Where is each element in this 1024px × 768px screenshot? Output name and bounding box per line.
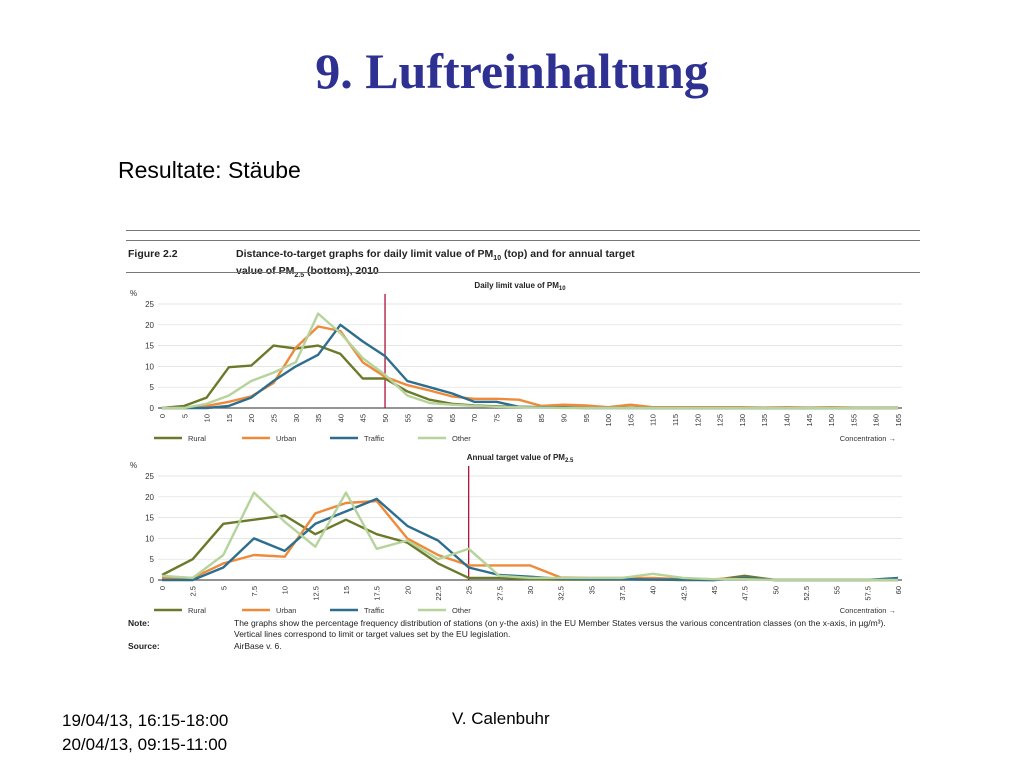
- c0-legend-label-traffic: Traffic: [364, 434, 385, 443]
- c0-x-tick-label-19: 95: [581, 414, 591, 423]
- c1-x-tick-label-1: 2.5: [188, 586, 198, 597]
- c0-legend-label-other: Other: [452, 434, 471, 443]
- c0-x-tick-label-27: 135: [760, 414, 770, 427]
- caption-part-2: (top) and for annual target: [501, 248, 635, 260]
- figure-notes: [128, 618, 908, 653]
- c1-x-tick-label-24: 60: [894, 586, 903, 595]
- c0-y-tick-label-0: 0: [149, 404, 154, 413]
- c0-x-tick-label-9: 45: [358, 414, 368, 423]
- c0-x-tick-label-2: 10: [202, 414, 212, 423]
- c1-legend-label-other: Other: [452, 606, 471, 615]
- c0-x-tick-label-22: 110: [648, 414, 658, 426]
- c0-x-tick-label-28: 140: [782, 414, 792, 427]
- c0-x-tick-label-23: 115: [670, 414, 680, 426]
- c0-y-tick-label-4: 20: [145, 320, 154, 330]
- c1-x-tick-label-9: 22.5: [434, 586, 443, 601]
- c0-x-tick-label-21: 105: [626, 414, 636, 427]
- c1-x-tick-label-19: 47.5: [740, 586, 750, 601]
- c1-legend-label-urban: Urban: [276, 606, 297, 615]
- c1-x-tick-label-0: 0: [158, 586, 167, 591]
- c1-y-tick-label-3: 15: [145, 513, 154, 523]
- c1-x-tick-label-3: 7.5: [250, 586, 259, 597]
- c1-legend-label-rural: Rural: [188, 606, 206, 615]
- c0-chart-title: Daily limit value of $PM_{10}$: [474, 281, 566, 292]
- c1-x-tick-label-6: 15: [342, 586, 351, 595]
- c1-x-tick-label-15: 37.5: [618, 586, 627, 601]
- note-text: [234, 618, 908, 640]
- c0-x-tick-label-5: 25: [269, 414, 279, 423]
- caption-part-4: (bottom), 2010: [304, 265, 379, 278]
- figure-top-rule: [126, 230, 920, 231]
- c1-x-tick-label-8: 20: [403, 586, 413, 595]
- c1-x-axis-label: Concentration →: [839, 606, 896, 615]
- c1-chart-title-sub: 2.5: [564, 458, 574, 464]
- figure-caption-rule: [126, 272, 920, 273]
- c1-x-tick-label-7: 17.5: [372, 586, 382, 601]
- footer-author: V. Calenbuhr: [452, 709, 550, 728]
- c1-x-tick-label-18: 45: [710, 586, 719, 595]
- c1-x-tick-label-21: 52.5: [802, 586, 811, 601]
- c1-y-tick-label-2: 10: [145, 534, 154, 544]
- c0-y-tick-label-1: 5: [149, 383, 154, 393]
- note-label: Note:: [128, 618, 150, 628]
- figure-2-2: [120, 228, 922, 668]
- c0-x-tick-label-7: 35: [314, 414, 324, 423]
- c0-x-tick-label-31: 155: [849, 414, 859, 427]
- c1-x-tick-label-22: 55: [832, 586, 842, 595]
- footer-date-2: 20/04/13, 09:15-11:00: [62, 735, 228, 754]
- c0-legend-label-rural: Rural: [188, 434, 206, 443]
- c1-series-line-urban: [162, 501, 898, 580]
- c0-x-tick-label-12: 60: [425, 414, 435, 423]
- c1-x-tick-label-4: 10: [280, 586, 290, 595]
- c1-x-tick-label-16: 40: [648, 586, 658, 595]
- c0-x-tick-label-4: 20: [247, 414, 257, 423]
- caption-part-3: value of PM: [236, 265, 295, 278]
- c1-x-tick-label-17: 42.5: [679, 586, 689, 601]
- caption-part-1: Distance-to-target graphs for daily limit value of PM: [236, 248, 494, 260]
- c1-y-tick-label-4: 20: [145, 492, 154, 502]
- slide-title: 9. Luftreinhaltung: [315, 43, 709, 99]
- figure-label: Figure 2.2: [128, 248, 178, 260]
- c0-x-tick-label-17: 85: [537, 414, 547, 423]
- c0-x-tick-label-10: 50: [381, 414, 391, 423]
- c1-x-tick-label-23: 57.5: [863, 586, 873, 601]
- chart-pm25-annual: [120, 448, 922, 618]
- c0-x-axis-label: Concentration →: [839, 434, 896, 443]
- c0-y-tick-label-3: 15: [145, 341, 154, 351]
- c1-chart-title: Annual target value of $PM_{2.5}$: [466, 453, 574, 464]
- note-row: [128, 618, 908, 640]
- c0-x-tick-label-30: 150: [827, 414, 837, 427]
- c0-series-line-rural: [162, 346, 898, 408]
- c1-x-tick-label-14: 35: [587, 586, 597, 595]
- c0-x-tick-label-1: 5: [180, 414, 190, 419]
- c0-x-tick-label-11: 55: [403, 414, 413, 423]
- footer-date-1: 19/04/13, 16:15-18:00: [62, 711, 229, 730]
- c0-x-tick-label-33: 165: [894, 414, 903, 427]
- c1-x-tick-label-11: 27.5: [495, 586, 505, 601]
- c0-x-tick-label-20: 100: [604, 414, 614, 427]
- c0-x-tick-label-25: 125: [715, 414, 725, 427]
- c0-y-axis-label: %: [130, 289, 138, 298]
- c0-x-tick-label-32: 160: [871, 414, 881, 427]
- figure-top-rule-2: [126, 240, 920, 241]
- caption-sub-2: 2.5: [294, 272, 305, 280]
- c0-x-tick-label-0: 0: [158, 414, 167, 419]
- c0-x-tick-label-24: 120: [693, 414, 703, 427]
- c1-x-tick-label-2: 5: [219, 586, 229, 591]
- c1-legend-label-traffic: Traffic: [364, 606, 385, 615]
- caption-sub-1: 10: [493, 255, 502, 263]
- source-text: AirBase v. 6.: [234, 641, 282, 651]
- c0-x-tick-label-16: 80: [514, 414, 524, 423]
- c1-x-tick-label-20: 50: [771, 586, 781, 595]
- c0-x-tick-label-15: 75: [492, 414, 502, 423]
- note-text-2: Vertical lines correspond to limit or target values set by the EU legislation.: [234, 629, 511, 639]
- source-row: [128, 641, 908, 652]
- c0-x-tick-label-26: 130: [737, 414, 747, 427]
- c0-chart-title-sub: 10: [558, 286, 566, 292]
- c1-x-tick-label-5: 12.5: [311, 586, 321, 601]
- c0-series-line-other: [162, 314, 898, 408]
- c1-y-tick-label-5: 25: [145, 472, 154, 481]
- chart-pm10-daily: [120, 276, 922, 446]
- c0-legend-label-urban: Urban: [276, 434, 297, 443]
- c0-y-tick-label-5: 25: [145, 300, 154, 309]
- c1-y-tick-label-0: 0: [149, 576, 154, 585]
- c0-x-tick-label-8: 40: [336, 414, 346, 423]
- c0-x-tick-label-14: 70: [470, 414, 480, 423]
- c0-x-tick-label-6: 30: [291, 414, 301, 423]
- c1-series-line-rural: [162, 516, 898, 581]
- footer-dates: [62, 709, 228, 757]
- note-text-1: The graphs show the percentage frequency distribution of stations (on y-the axis) in the EU Member States versus the various concentration classes (on the x-axis, in µg/m³).: [234, 618, 886, 628]
- c0-x-tick-label-3: 15: [224, 414, 234, 423]
- c0-x-tick-label-18: 90: [559, 414, 569, 423]
- c1-series-line-other: [162, 493, 898, 580]
- c0-series-line-urban: [162, 327, 898, 409]
- source-label: Source:: [128, 641, 160, 651]
- c0-x-tick-label-13: 65: [447, 414, 457, 423]
- c1-x-tick-label-13: 32.5: [556, 586, 566, 601]
- c1-x-tick-label-10: 25: [464, 586, 474, 595]
- c1-y-tick-label-1: 5: [149, 555, 154, 565]
- c0-x-tick-label-29: 145: [804, 414, 814, 427]
- c1-x-tick-label-12: 30: [526, 586, 535, 595]
- c1-y-axis-label: %: [130, 461, 138, 470]
- c0-y-tick-label-2: 10: [145, 362, 154, 372]
- slide-subtitle: Resultate: Stäube: [118, 157, 301, 183]
